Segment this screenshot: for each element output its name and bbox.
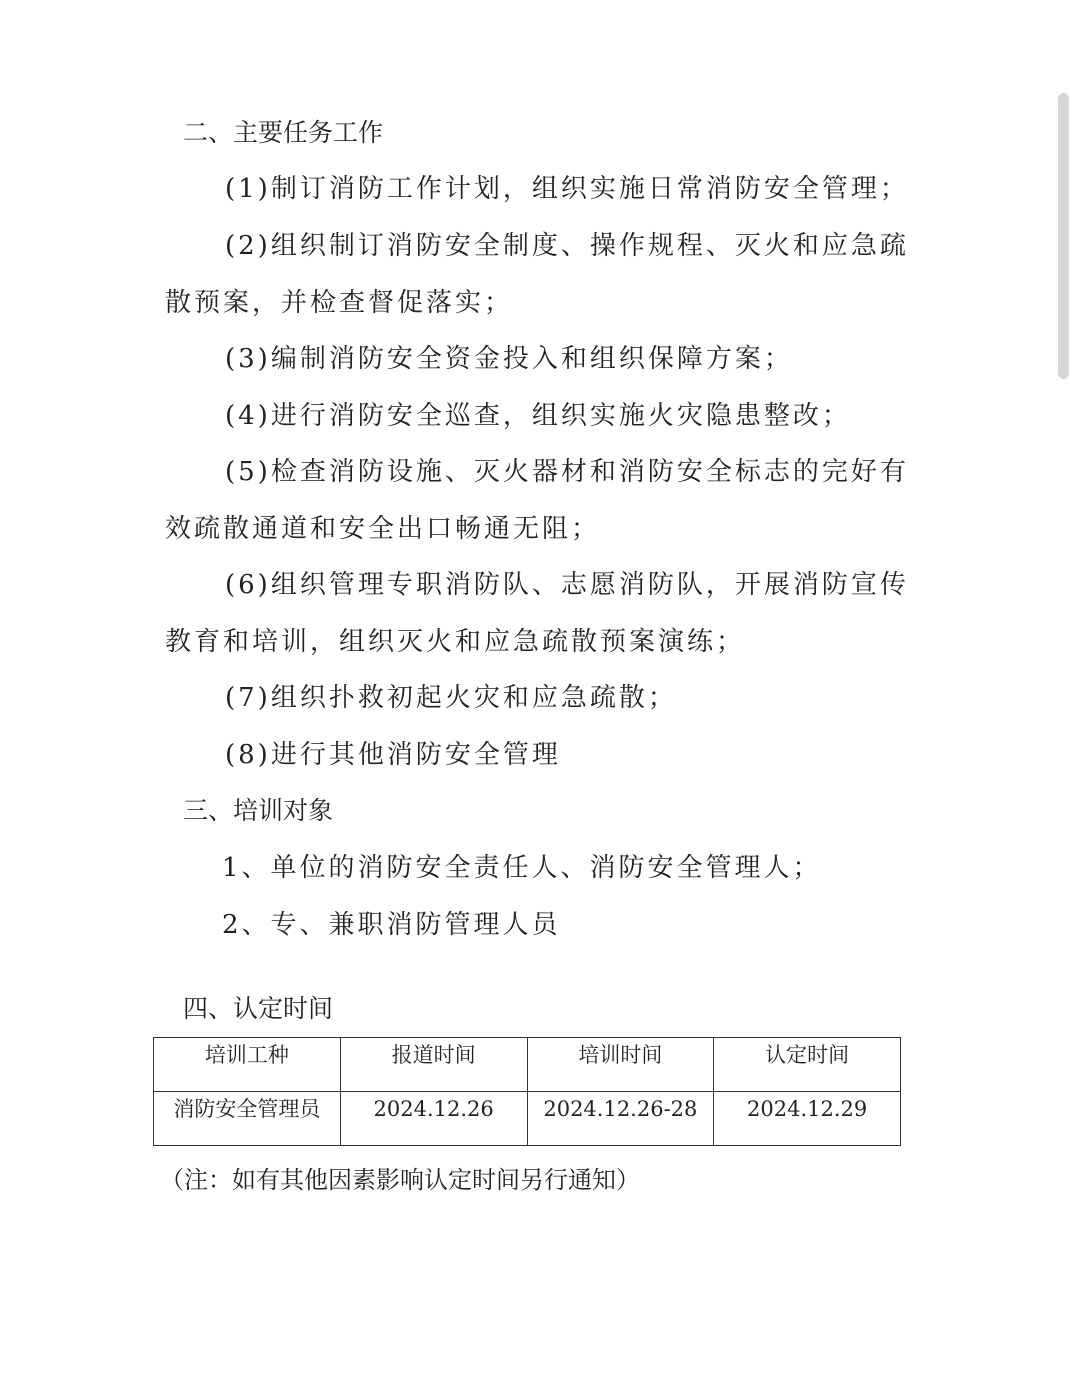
table-cell: 2024.12.29 bbox=[714, 1092, 901, 1146]
table-row bbox=[154, 1092, 901, 1146]
table-cell: 消防安全管理员 bbox=[154, 1092, 341, 1146]
table-header-cell: 认定时间 bbox=[714, 1038, 901, 1092]
task-item-4: (4)进行消防安全巡查，组织实施火灾隐患整改； bbox=[225, 401, 851, 431]
certification-schedule-table bbox=[153, 1037, 901, 1146]
section-2-heading: 二、主要任务工作 bbox=[183, 118, 384, 147]
schedule-note: （注：如有其他因素影响认定时间另行通知） bbox=[160, 1166, 640, 1194]
task-item-2-cont: 散预案，并检查督促落实； bbox=[165, 288, 514, 318]
table-header-row bbox=[154, 1038, 901, 1092]
table-header-cell: 报道时间 bbox=[340, 1038, 527, 1092]
vertical-scrollbar[interactable] bbox=[1058, 93, 1069, 379]
task-item-1: (1)制订消防工作计划，组织实施日常消防安全管理； bbox=[225, 174, 909, 204]
task-item-7: (7)组织扑救初起火灾和应急疏散； bbox=[225, 683, 677, 713]
section-4-heading: 四、认定时间 bbox=[183, 994, 334, 1023]
target-item-2: 2、专、兼职消防管理人员 bbox=[222, 910, 561, 940]
section-3-heading: 三、培训对象 bbox=[183, 796, 334, 825]
table-cell: 2024.12.26-28 bbox=[527, 1092, 714, 1146]
task-item-6-cont: 教育和培训，组织灭火和应急疏散预案演练； bbox=[165, 627, 746, 657]
task-item-2: (2)组织制订消防安全制度、操作规程、灭火和应急疏 bbox=[225, 231, 909, 261]
table-header-cell: 培训时间 bbox=[527, 1038, 714, 1092]
task-item-5-cont: 效疏散通道和安全出口畅通无阻； bbox=[165, 514, 601, 544]
task-item-8: (8)进行其他消防安全管理 bbox=[225, 740, 561, 770]
table-cell: 2024.12.26 bbox=[340, 1092, 527, 1146]
target-item-1: 1、单位的消防安全责任人、消防安全管理人； bbox=[222, 853, 822, 883]
table-header-cell: 培训工种 bbox=[154, 1038, 341, 1092]
task-item-3: (3)编制消防安全资金投入和组织保障方案； bbox=[225, 344, 793, 374]
task-item-6: (6)组织管理专职消防队、志愿消防队，开展消防宣传 bbox=[225, 570, 909, 600]
task-item-5: (5)检查消防设施、灭火器材和消防安全标志的完好有 bbox=[225, 457, 909, 487]
